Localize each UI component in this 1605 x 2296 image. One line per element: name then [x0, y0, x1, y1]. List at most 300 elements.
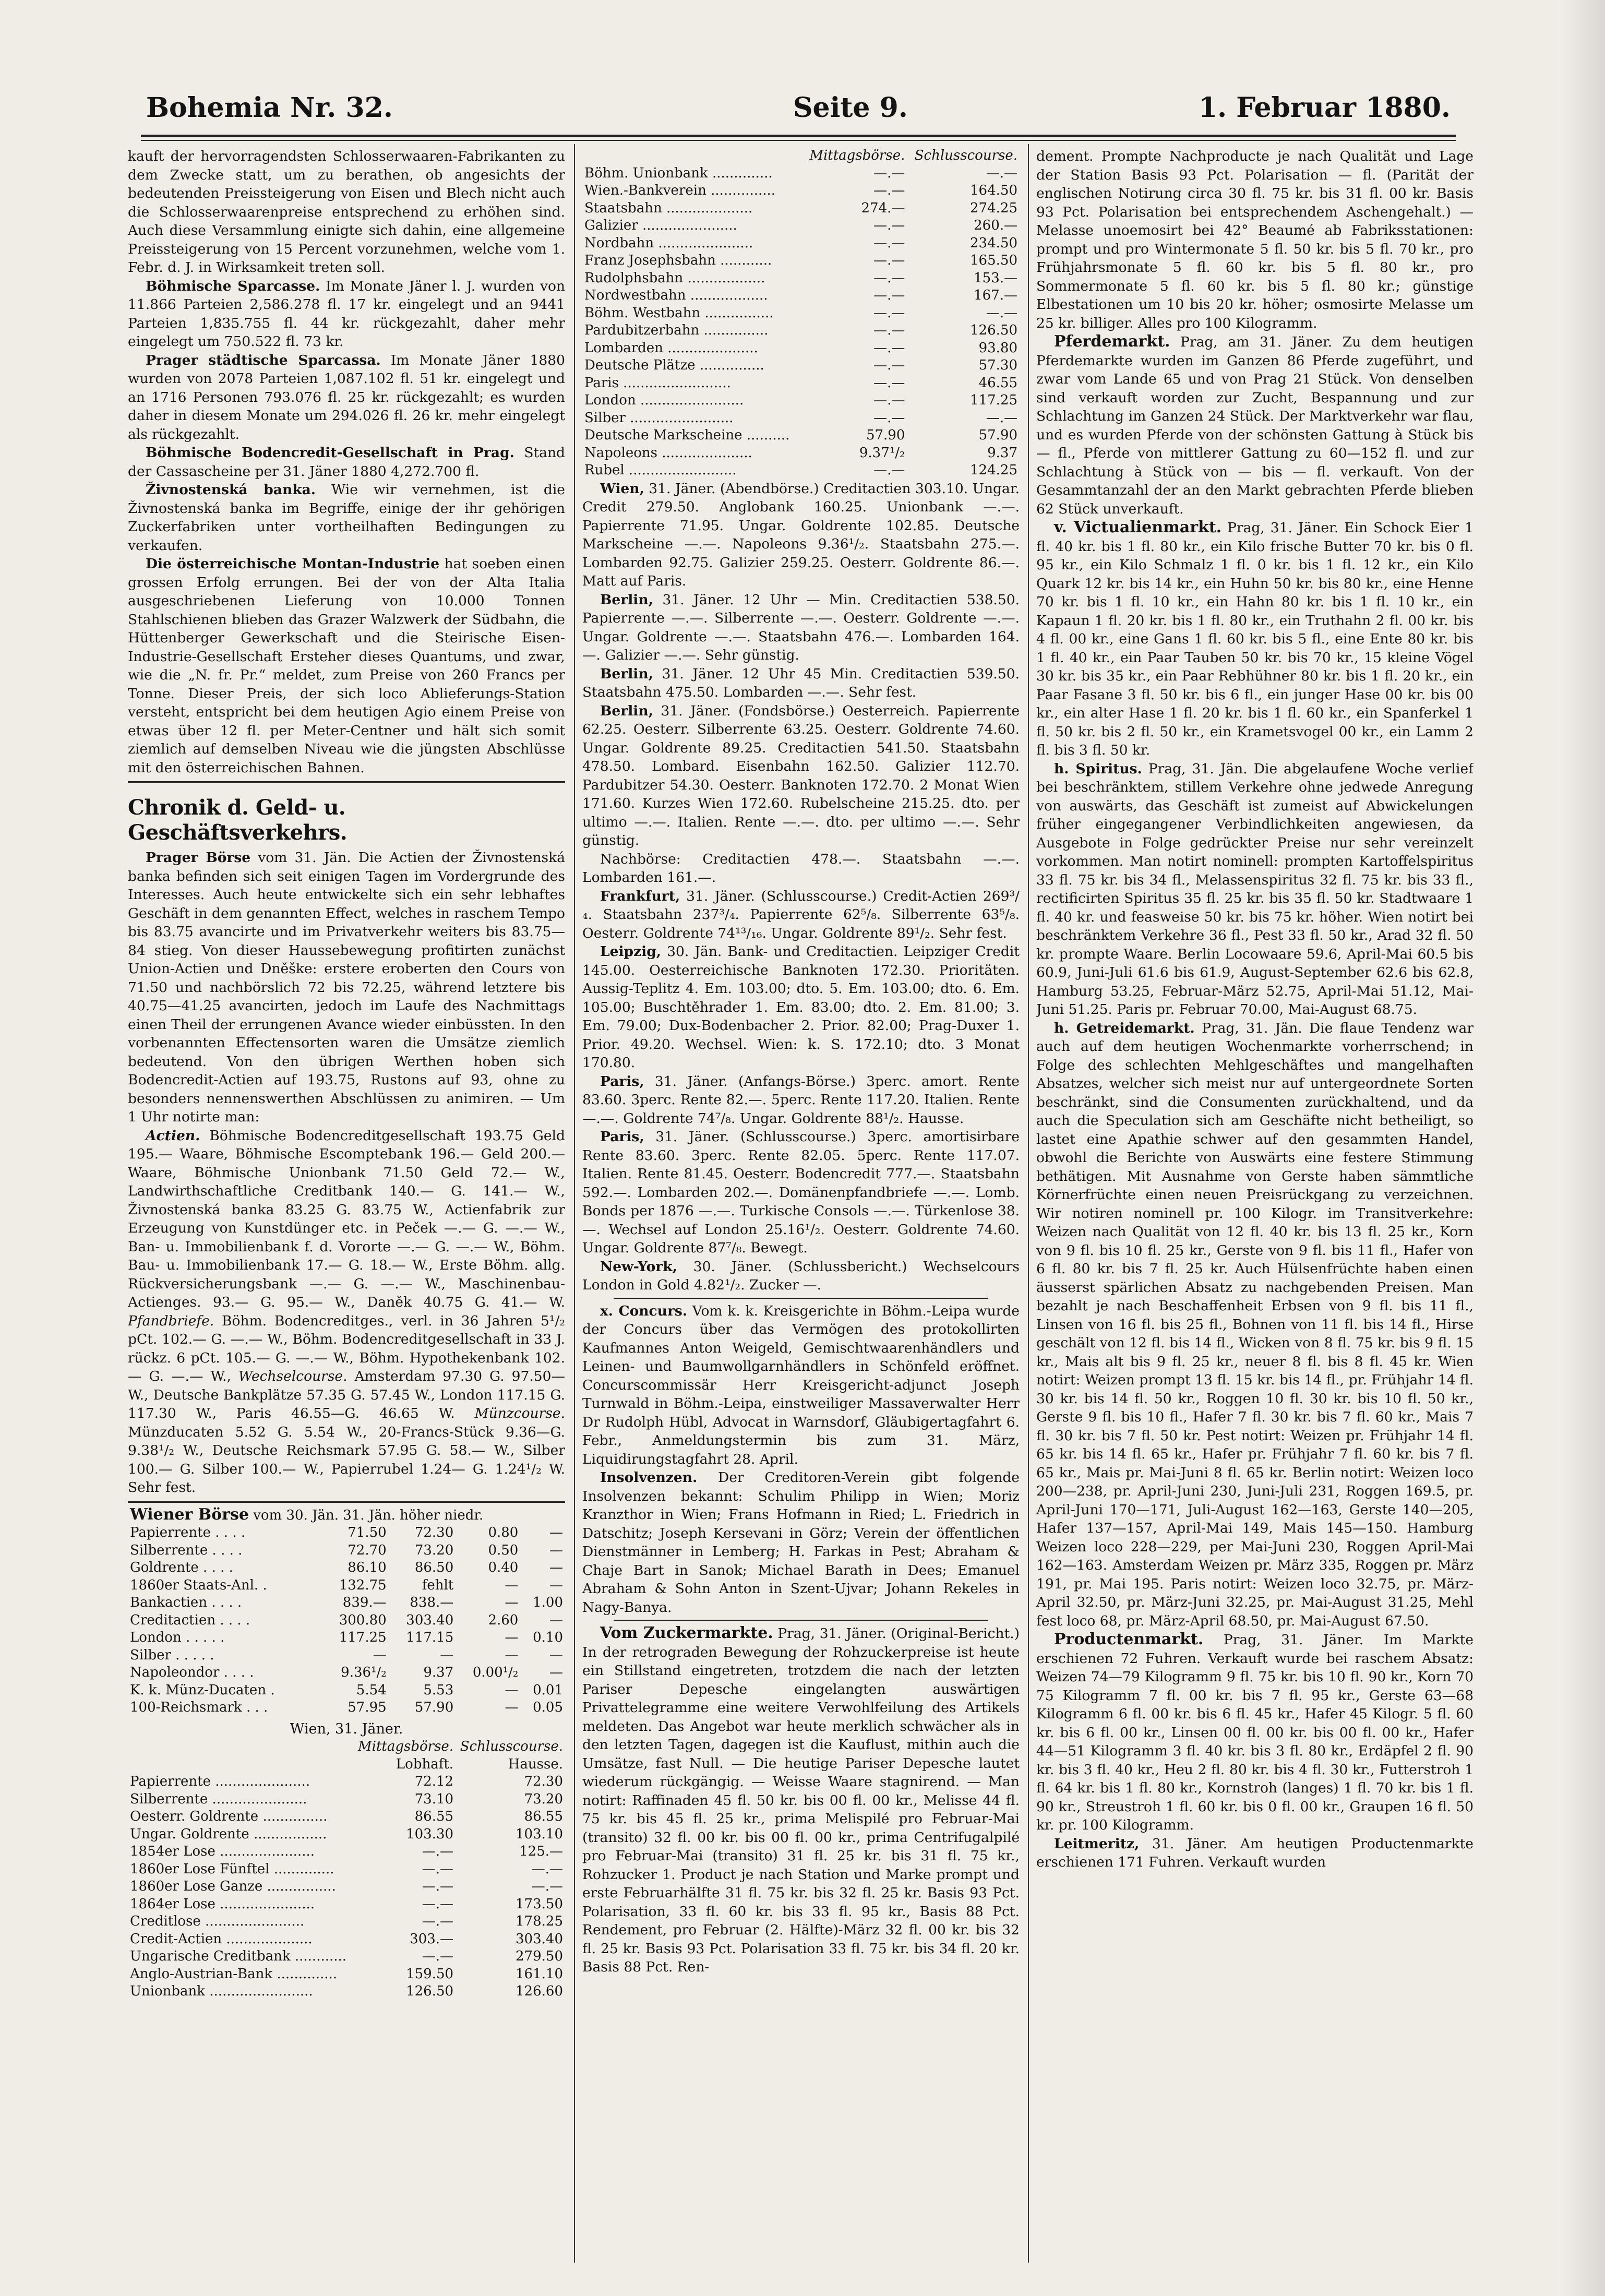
paragraph-paris-1 — [582, 1072, 1020, 1128]
heading-berlin-3: Berlin, — [600, 702, 653, 719]
wiener-boerse-cell: — — [373, 1647, 387, 1663]
wien-course-cell: 86.55 — [414, 1809, 454, 1824]
paragraph-prager-boerse — [128, 848, 565, 1127]
course-cell: Nordwestbahn .................. — [584, 288, 768, 303]
course-cell: Galizier ...................... — [584, 218, 737, 233]
text-paris-2: 31. Jäner. (Schlusscourse.) 3perc. amortisirbare Rente 83.60. 3perc. Rente 82.05. 5perc. Rente 117.07. Italien. Rente 81.45. Oesterr. Bodencredit 777.—. Staatsbahn 592.—. Lombarden 202.—. Domänenpfandbriefe —.—. Lomb. Bonds per 1876 —.—. Turkische Consols —.—. Türkenlose 38.—. Wechsel auf London 25.16¹/₂. Oesterr. Goldrente 74.60. Ungar. Goldrente 87⁷/₈. Bewegt. — [582, 1129, 1020, 1256]
wiener-boerse-row — [128, 1629, 565, 1647]
course-cell: Wien.-Bankverein ............... — [584, 183, 776, 198]
course-cell: 9.37 — [987, 445, 1017, 461]
wiener-boerse-header — [128, 1506, 565, 1525]
wien-course-cell: —.— — [422, 1861, 454, 1877]
wiener-boerse-cell: fehlt — [422, 1577, 454, 1593]
wiener-boerse-cell: 1860er Staats-Anl. . — [130, 1577, 267, 1593]
course-cell: —.— — [986, 305, 1017, 321]
wiener-boerse-cell: Papierrente . . . . — [130, 1525, 246, 1540]
wien-course-cell: Unionbank ........................ — [130, 1983, 313, 1999]
wien-course-cell: 178.25 — [516, 1914, 563, 1929]
heading-prager-sparcassa: Prager städtische Sparcassa. — [146, 352, 381, 368]
text-berlin-1: 31. Jäner. 12 Uhr — Min. Creditactien 538.50. Papierrente —.—. Silberrente —.—. Oesterr. Goldrente —.—. Ungar. Goldrente —.—. Staatsbahn 476.—. Lombarden 164.—. Galizier —.—. Sehr günstig. — [582, 591, 1020, 663]
wiener-boerse-row — [128, 1682, 565, 1700]
header-center: Seite 9. — [793, 92, 908, 124]
heading-pferdemarkt: Pferdemarkt. — [1054, 332, 1170, 351]
wien-course-row — [128, 1791, 565, 1809]
course-cell: —.— — [873, 165, 905, 181]
wien-course-cell: 125.— — [519, 1844, 563, 1859]
paragraph-montan — [128, 555, 565, 777]
course-cell: —.— — [873, 322, 905, 338]
wiener-boerse-cell: — — [505, 1595, 519, 1610]
wien-course-row — [128, 1861, 565, 1879]
course-cell: —.— — [873, 462, 905, 478]
course-row — [582, 462, 1020, 480]
header-left: Bohemia Nr. 32. — [146, 92, 393, 124]
heading-wechselcourse: Wechselcourse. — [238, 1368, 348, 1384]
section-rule-2 — [128, 1501, 565, 1503]
wiener-boerse-cell: 0.05 — [533, 1700, 563, 1715]
wiener-boerse-cell: 5.54 — [356, 1682, 387, 1698]
course-cell: Böhm. Westbahn ................ — [584, 305, 774, 321]
wien-course-cell: 86.55 — [524, 1809, 563, 1824]
course-cell: Deutsche Plätze ............... — [584, 357, 764, 373]
paragraph-berlin-1 — [582, 591, 1020, 665]
wiener-boerse-cell: 117.15 — [406, 1630, 454, 1645]
wiener-boerse-cell: — — [440, 1647, 454, 1663]
wiener-boerse-table — [128, 1506, 565, 1717]
text-concurs: Vom k. k. Kreisgerichte in Böhm.-Leipa wurde der Concurs über das Vermögen des protokollirten Kaufmannes Anton Weigeld, Gemischtwaarenhändlers und Leinen- und Baumwollgarnhändlers in Schönfeld eröffnet. Concurscommissär Herr Kreisgericht-adjunct Joseph Turnwald in Böhm.-Leipa, einstweiliger Massaverwalter Herr Dr Rudolph Hübl, Advocat in Warnsdorf, Gläubigertagfahrt 6. Febr., Anmeldungstermin bis zum 31. März, Liquidirungstagfahrt 28. April. — [582, 1302, 1020, 1467]
wiener-boerse-cell: 86.10 — [348, 1560, 387, 1575]
paragraph-leitmeritz — [1036, 1835, 1474, 1872]
course-cell: 124.25 — [970, 462, 1017, 478]
course-cell: 57.90 — [866, 427, 905, 443]
text-victualienmarkt: Prag, 31. Jäner. Ein Schock Eier 1 fl. 40 kr. bis 1 fl. 80 kr., ein Kilo frische Butter 70 kr. bis 0 fl. 95 kr., ein Kilo Schmalz 1 fl. 0 kr. bis 1 fl. 12 kr., ein Kilo Quark 12 kr. bis 14 kr., ein Huhn 50 kr. bis 80 kr., eine Henne 70 kr. bis 1 fl. 10 kr., ein Hahn 80 kr. bis 1 fl. 10 kr., ein Kapaun 1 fl. 20 kr. bis 1 fl. 80 kr., ein Truthahn 2 fl. 00 kr. bis 4 fl. 00 kr., eine Gans 1 fl. 60 kr. bis 5 fl., eine Ente 80 kr. bis 1 fl. 40 kr., ein Paar Tauben 50 kr. bis 70 kr., 15 kleine Vögel 30 kr. bis 35 kr., ein Paar Rebhühner 80 kr. bis 1 fl. 20 kr., ein Paar Fasane 3 fl. 50 kr. bis 6 fl., ein junger Hase 00 kr. bis 00 kr., ein alter Hase 1 fl. 20 kr. bis 1 fl. 60 kr., ein Spanferkel 1 fl. 50 kr. bis 2 fl. 50 kr., ein Krametsvogel 00 kr., ein Lamm 2 fl. bis 3 fl. 50 kr. — [1036, 520, 1474, 758]
wiener-boerse-cell: — — [505, 1630, 519, 1645]
text-frankfurt: 31. Jäner. (Schlusscourse.) Credit-Actien 269³/₄. Staatsbahn 237³/₄. Papierrente 62⁵/₈. Silberrente 63⁵/₈. Oesterr. Goldrente 74¹³/₁₆. Ungar. Goldrente 89¹/₂. Sehr fest. — [582, 888, 1020, 941]
wiener-boerse-cell: — — [549, 1647, 563, 1663]
text-muenzcourse: Münzducaten 5.52 G. 5.54 W., 20-Francs-Stück 9.36—G. 9.38¹/₂ W., Deutsche Reichsmark 57.95 G. 58.— W., Silber 100.— G. Silber 100.— W., Papierrubel 1.24— G. 1.24¹/₂ W. Sehr fest. — [128, 1424, 565, 1496]
wien-course-cell: 126.50 — [406, 1983, 454, 1999]
course-table — [582, 147, 1020, 480]
wiener-boerse-cell: 132.75 — [339, 1577, 387, 1593]
heading-muenzcourse: Münzcourse. — [474, 1405, 565, 1421]
wiener-boerse-cell: Silber . . . . . — [130, 1647, 214, 1663]
text-sparcasse: Im Monate Jäner l. J. wurden von 11.866 Parteien 2,586.278 fl. 17 kr. eingelegt und an 9441 Parteien 1,835.755 fl. 44 kr. rückgezahlt, daher mehr eingelegt um 750.522 fl. 73 kr. — [128, 278, 565, 350]
heading-zivnostenska: Živnostenská banka. — [146, 482, 316, 498]
course-cell: —.— — [873, 288, 905, 303]
text-new-york: 30. Jäner. (Schlussbericht.) Wechselcours London in Gold 4.82¹/₂. Zucker —. — [582, 1258, 1020, 1293]
course-cell: Napoleons ..................... — [584, 445, 752, 461]
wien-course-cell: —.— — [531, 1879, 563, 1894]
course-row — [582, 217, 1020, 235]
wiener-boerse-row — [128, 1699, 565, 1717]
column-3 — [1036, 147, 1474, 2276]
wien-course-cell: Ungar. Goldrente ................. — [130, 1826, 327, 1842]
course-row — [582, 410, 1020, 427]
wiener-boerse-cell: 300.80 — [339, 1612, 387, 1628]
course-cell: —.— — [986, 410, 1017, 426]
wiener-boerse-cell: 5.53 — [423, 1682, 454, 1698]
wien-course-cell: 72.12 — [414, 1774, 454, 1789]
wiener-boerse-cell: — — [549, 1612, 563, 1628]
wien-course-cell: 103.10 — [516, 1826, 563, 1842]
wien-title: Wien, 31. Jäner. — [290, 1720, 403, 1737]
wien-course-cell: Creditlose ....................... — [130, 1914, 305, 1929]
wiener-boerse-cell: 57.90 — [414, 1700, 454, 1715]
wien-course-cell: 72.30 — [524, 1774, 563, 1789]
section-rule-4 — [614, 1620, 988, 1621]
heading-spiritus: h. Spiritus. — [1054, 760, 1142, 777]
paragraph-zucker-cont: dement. Prompte Nachproducte je nach Qualität und Lage der Station Basis 93 Pct. Polarisation — fl. (Parität der englischen Notirung circa 30 fl. 75 kr. bis 31 fl. 00 kr. Basis 93 Pct. Polarisation bei entsprechendem Aschengehalt.) — Melasse unoemosirt bei 42° Beaumé ab Fabriksstationen: prompt und pro Wintermonate 5 fl. 50 kr. bis 5 fl. 70 kr., pro Frühjahrsmonate 5 fl. 60 kr. bis 5 fl. 80 kr., pro Sommermonate 5 fl. 60 kr. bis 5 fl. 80 kr.; günstige Elbestationen um 10 bis 20 kr. höher; osmosirte Melasse um 25 kr. billiger. Alles pro 100 Kilogramm. — [1036, 148, 1474, 331]
wien-course-cell: —.— — [422, 1948, 454, 1964]
paragraph-pferdemarkt — [1036, 332, 1474, 518]
wiener-boerse-cell: 0.00¹/₂ — [472, 1665, 519, 1680]
wiener-boerse-cell: 73.20 — [414, 1542, 454, 1558]
wien-course-row — [128, 1808, 565, 1826]
wiener-boerse-cell: 71.50 — [348, 1525, 387, 1540]
course-cell: —.— — [873, 235, 905, 251]
section-rule — [128, 781, 565, 783]
text-bodencredit: Stand der Cassascheine per 31. Jäner 1880 4,272.700 fl. — [128, 445, 565, 480]
paragraph-leipzig — [582, 942, 1020, 1072]
paragraph-prager-sparcassa — [128, 351, 565, 444]
wiener-boerse-cell: — — [549, 1665, 563, 1680]
course-row — [582, 305, 1020, 322]
wien-course-cell: 73.20 — [524, 1791, 563, 1807]
course-cell: 57.90 — [978, 427, 1017, 443]
running-head — [125, 88, 1461, 135]
wien-course-cell: Credit-Actien .................... — [130, 1931, 313, 1947]
text-productenmarkt: Prag, 31. Jäner. Im Markte erschienen 72 Fuhren. Verkauft wurde bei raschem Absatz: Weizen 74—79 Kilogramm 9 fl. 75 kr. bis 10 fl. 90 kr., Korn 70 75 Kilogramm 7 fl. 00 kr. bis 7 fl. 95 kr., Gerste 63—68 Kilogramm 6 fl. 00 kr. bis 6 fl. 45 kr., Hafer 45 Kilogr. 5 fl. 60 kr. bis 6 fl. 00 kr., Linsen 00 fl. 00 kr. bis 00 fl. 00 kr., Hafer 44—51 Kilogramm 3 fl. 40 kr. bis 3 fl. 80 kr., Erdäpfel 2 fl. 90 kr. bis 3 fl. 40 kr., Heu 2 fl. 80 kr. bis 4 fl. 30 kr., Futterstroh 1 fl. 64 kr. bis 1 fl. 80 kr., Kornstroh (langes) 1 fl. 70 kr. bis 1 fl. 90 kr., Streustroh 1 fl. 60 kr. bis 0 fl. 00 kr., Graupen 16 fl. 50 kr. pr. 100 Kilogramm. — [1036, 1632, 1474, 1833]
wien-course-row — [128, 1878, 565, 1896]
wiener-boerse-cell: 0.10 — [533, 1630, 563, 1645]
wiener-boerse-row — [128, 1612, 565, 1630]
wiener-boerse-cell: — — [549, 1525, 563, 1540]
wien-course-cell: —.— — [422, 1914, 454, 1929]
wiener-boerse-cell: — — [505, 1647, 519, 1663]
course-cell: —.— — [873, 183, 905, 198]
heading-victualienmarkt: v. Victualienmarkt. — [1054, 518, 1222, 536]
wien-course-row — [128, 1966, 565, 1983]
course-row — [582, 235, 1020, 253]
paragraph-berlin-3 — [582, 702, 1020, 850]
paragraph-frankfurt — [582, 887, 1020, 943]
wien-course-cell: 303.— — [410, 1931, 454, 1947]
wiener-boerse-row — [128, 1647, 565, 1665]
course-cell: Nordbahn ...................... — [584, 235, 753, 251]
heading-productenmarkt: Productenmarkt. — [1054, 1630, 1204, 1648]
course-cell: 117.25 — [970, 392, 1017, 408]
wien-table-header — [128, 1738, 565, 1756]
wien-course-cell: 161.10 — [516, 1966, 563, 1982]
text-paris-1: 31. Jäner. (Anfangs-Börse.) 3perc. amort. Rente 83.60. 3perc. Rente 82.—. 5perc. Rente 117.20. Italien. Rente —.—. Goldrente 74⁷/₈. Ungar. Goldrente 88¹/₂. Hausse. — [582, 1073, 1020, 1127]
header-rule-thin — [141, 140, 1456, 141]
text-pferdemarkt: Prag, am 31. Jäner. Zu dem heutigen Pferdemarkte wurden im Ganzen 86 Pferde zugeführt, und zwar vom Lande 65 und von Prag 21 Stück. Von denselben sind verkauft worden zur Zucht, Bespannung und zur Schlachtung im Ganzen 24 Stück. Der Marktverkehr war flau, und es wurden Pferde von der schönsten Gattung à Stück bis — fl., Pferde von mittlerer Gattung zu 60—152 fl. und zur Schlachtung à Stück von — bis — fl. verkauft. Von der Gesammtanzahl der an den Markt gebrachten Pferde blieben 62 Stück unverkauft. — [1036, 334, 1474, 517]
course-row — [582, 322, 1020, 340]
wiener-boerse-cell: 0.01 — [533, 1682, 563, 1698]
text-wien-abend: 31. Jäner. (Abendbörse.) Creditactien 303.10. Ungar. Credit 279.50. Anglobank 160.25. Unionbank —.—. Papierrente 71.95. Ungar. Goldrente 102.85. Deutsche Markscheine —.—. Napoleons 9.36¹/₂. Staatsbahn 275.—. Lombarden 92.75. Galizier 259.25. Oesterr. Goldrente 86.—. Matt auf Paris. — [582, 480, 1020, 589]
paragraph-sparcasse — [128, 277, 565, 351]
paragraph-bodencredit — [128, 444, 565, 481]
text-pfandbriefe: Böhm. Bodencreditges., verl. in 36 Jahren 5¹/₂ pCt. 102.— G. —.— W., Böhm. Bodencreditgesellschaft in 33 J. rückz. 6 pCt. 105.— G. —.— W., Böhm. Hypothekenbank 102.— G. —.— W., — [128, 1312, 565, 1384]
wiener-boerse-cell: — — [505, 1700, 519, 1715]
wiener-boerse-cell: — — [549, 1577, 563, 1593]
course-cell: Rubel ......................... — [584, 462, 737, 478]
wien-table — [128, 1738, 565, 2001]
paragraph-new-york — [582, 1258, 1020, 1295]
course-cell: —.— — [873, 218, 905, 233]
heading-paris-1: Paris, — [600, 1073, 644, 1090]
heading-montan: Die österreichische Montan-Industrie — [146, 556, 440, 572]
course-row — [582, 340, 1020, 357]
course-cell: 164.50 — [970, 183, 1017, 198]
course-cell: —.— — [873, 392, 905, 408]
text-leitmeritz: 31. Jäner. Am heutigen Productenmarkte erschienen 171 Fuhren. Verkauft wurden — [1036, 1835, 1474, 1870]
heading-berlin-2: Berlin, — [600, 665, 653, 682]
wien-course-cell: 1854er Lose ...................... — [130, 1844, 315, 1859]
text-actien: Böhmische Bodencreditgesellschaft 193.75 Geld 195.— Waare, Böhmische Escomptebank 196.— Geld 200.— Waare, Böhmische Unionbank 71.50 Geld 72.— W., Landwirthschaftliche Creditbank 140.— G. 141.— W., Živnostenská banka 83.25 G. 83.75 W., Actienfabrik zur Erzeugung von Kunstdünger etc. in Peček —.— G. —.— W., Ban- u. Immobilienbank f. d. Vororte —.— G. —.— W., Böhm. Bau- u. Immobilienbank 17.— G. 18.— W., Erste Böhm. allg. Rückversicherungsbank —.— G. —.— W., Maschinenbau-Actienges. 93.— G. 95.— W., Daněk 40.75 G. 41.— W. — [128, 1127, 565, 1310]
heading-getreidemarkt: h. Getreidemarkt. — [1054, 1020, 1195, 1036]
wiener-boerse-cell: 72.30 — [414, 1525, 454, 1540]
paragraph-paris-2 — [582, 1128, 1020, 1258]
course-cell: 46.55 — [978, 375, 1017, 391]
heading-actien: Actien. — [146, 1127, 200, 1144]
wiener-boerse-cell: 117.25 — [339, 1630, 387, 1645]
wiener-boerse-cell: 57.95 — [348, 1700, 387, 1715]
wien-col-schluss: Schlusscourse. — [460, 1739, 563, 1754]
wien-course-cell: —.— — [422, 1879, 454, 1894]
course-table-body — [582, 165, 1020, 480]
course-cell: 126.50 — [970, 322, 1017, 338]
wien-course-cell: 1860er Lose Fünftel .............. — [130, 1861, 334, 1877]
paragraph-nachboerse: Nachbörse: Creditactien 478.—. Staatsbahn —.—. Lombarden 161.—. — [582, 851, 1020, 886]
course-row — [582, 287, 1020, 305]
course-cell: London ........................ — [584, 392, 744, 408]
wien-course-cell: 303.40 — [516, 1931, 563, 1947]
heading-leitmeritz: Leitmeritz, — [1054, 1835, 1140, 1852]
wiener-boerse-cell: — — [549, 1542, 563, 1558]
column-2 — [582, 147, 1020, 2276]
column-divider-1 — [574, 144, 575, 2263]
wien-course-cell: 173.50 — [516, 1896, 563, 1912]
wiener-boerse-cell: 303.40 — [406, 1612, 454, 1628]
course-cell: Staatsbahn .................... — [584, 200, 753, 216]
course-cell: 274.25 — [970, 200, 1017, 216]
wiener-boerse-cell: 839.— — [342, 1595, 387, 1610]
chronik-title: Chronik d. Geld- u. Geschäftsverkehrs. — [128, 795, 348, 845]
paragraph-actien — [128, 1127, 565, 1497]
course-cell: 165.50 — [970, 253, 1017, 268]
course-cell: —.— — [873, 305, 905, 321]
course-row — [582, 357, 1020, 375]
wiener-boerse-cell: — — [505, 1682, 519, 1698]
header-rule — [141, 135, 1456, 137]
course-cell: 9.37¹/₂ — [859, 445, 905, 461]
heading-prager-boerse: Prager Börse — [146, 850, 251, 866]
course-cell: —.— — [986, 165, 1017, 181]
wiener-boerse-cell: 838.— — [410, 1595, 454, 1610]
paragraph-getreidemarkt — [1036, 1019, 1474, 1631]
heading-berlin-1: Berlin, — [600, 591, 653, 608]
wiener-boerse-row — [128, 1594, 565, 1612]
course-cell: —.— — [873, 410, 905, 426]
course-cell: 234.50 — [970, 235, 1017, 251]
wiener-boerse-cell: 0.50 — [488, 1542, 519, 1558]
page-edge-shadow — [1558, 0, 1605, 2296]
text-leipzig: 30. Jän. Bank- und Creditactien. Leipziger Credit 145.00. Oesterreichische Banknoten 172.30. Prioritäten. Aussig-Teplitz 4. Em. 103.00; dto. 5. Em. 103.00; dto. 6. Em. 105.00; Buschtěhrader 1. Em. 83.00; dto. 2. Em. 81.00; 3. Em. 79.00; Dux-Bodenbacher 2. Prior. 82.00; Prag-Duxer 1. Prior. 49.20. Wechsel. Wien: k. S. 172.10; dto. 3 Monat 170.80. — [582, 943, 1020, 1071]
paragraph-concurs — [582, 1302, 1020, 1469]
course-cell: 167.— — [974, 288, 1017, 303]
wiener-boerse-title: Wiener Börse — [130, 1505, 249, 1524]
course-row — [582, 427, 1020, 445]
heading-pfandbriefe: Pfandbriefe. — [128, 1312, 214, 1329]
heading-wien-abend: Wien, — [600, 480, 644, 497]
wien-table-subheader — [128, 1756, 565, 1774]
wiener-boerse-subheader: vom 30. Jän. 31. Jän. höher niedr. — [253, 1507, 484, 1523]
heading-zuckermarkt: Vom Zuckermarkte. — [600, 1624, 773, 1642]
wiener-boerse-cell: — — [505, 1577, 519, 1593]
wien-course-cell: —.— — [422, 1896, 454, 1912]
wiener-boerse-cell: London . . . . . — [130, 1630, 225, 1645]
paragraph-berlin-2 — [582, 665, 1020, 702]
wiener-boerse-cell: 0.40 — [488, 1560, 519, 1575]
heading-leipzig: Leipzig, — [600, 943, 661, 960]
wien-course-cell: Silberrente ...................... — [130, 1791, 307, 1807]
wiener-boerse-cell: Bankactien . . . . — [130, 1595, 242, 1610]
text-prager-boerse: vom 31. Jän. Die Actien der Živnostenská banka befinden sich seit einigen Tagen im Vordergrunde des Interesses. Auch heute entwickelte sich ein sehr lebhaftes Geschäft in dem genannten Effect, welches in raschem Tempo bis 83.75 avancirte und im Privatverkehr weiters bis 83.75—84 stieg. Von dieser Haussebewegung profitirten zunächst Union-Actien und Dněške: erstere eroberten den Cours von 71.50 und nachbörslich 72 bis 72.25, während letztere bis 40.75—41.25 avancirten, jedoch im Laufe des Nachmittags einen Theil der errungenen Avance wieder einbüssten. In den vorbenannten Effectensorten waren die Umsätze ziemlich bedeutend. Von den übrigen Werthen hoben sich Bodencredit-Actien auf 193.75, Rustons auf 93, ohne zu besonders nennenswerthen Abschlüssen zu animiren. — Um 1 Uhr notirte man: — [128, 850, 565, 1125]
course-cell: —.— — [873, 270, 905, 286]
text-wechselcourse: Amsterdam 97.30 G. 97.50— W., Deutsche Bankplätze 57.35 G. 57.45 W., London 117.15 G. 117.30 W., Paris 46.55—G. 46.65 W. — [128, 1368, 565, 1421]
text-insolvenzen: Der Creditoren-Verein gibt folgende Insolvenzen bekannt: Schulim Philipp in Wien; Moriz Kranzthor in Wien; Frans Hofmann in Ried; L. Friedrich in Datschitz; Joseph Kersevani in Görz; Verein der öffentlichen Dienstmänner in Lemberg; H. Farkas in Pest; Abraham & Chaje Bart in Sanok; Michael Barath in Dees; Emanuel Abraham & Sohn Anton in Szent-Ujvar; Johann Rekeles in Nagy-Banya. — [582, 1469, 1020, 1616]
course-cell: Deutsche Markscheine .......... — [584, 427, 790, 443]
wiener-boerse-row — [128, 1577, 565, 1595]
wiener-boerse-cell: Goldrente . . . . — [130, 1560, 233, 1575]
wiener-boerse-cell: Napoleondor . . . . — [130, 1665, 254, 1680]
wiener-boerse-cell: 86.50 — [414, 1560, 454, 1575]
text-getreidemarkt: Prag, 31. Jän. Die flaue Tendenz war auch auf dem heutigen Wochenmarkte vorherrschend; in Folge des schlechten Mehlgeschäftes und mangelhaften Absatzes, welcher sich meist nur auf untergeordnete Sorten beschränkt, sind die Consumenten zurückhaltend, und da auch die Speculation sich am Geschäfte nicht betheiligt, so lastet eine Apathie schwer auf den gesammten Handel, obwohl die Berichte von Auswärts eine festere Stimmung bethätigen. Mit Ausnahme von Gerste haben sämmtliche Körnerfrüchte einen neuen Preisrückgang zu verzeichnen. Wir notiren nominell pr. 100 Kilogr. im Transitverkehre: Weizen nach Qualität von 12 fl. 40 kr. bis 13 fl. 25 kr., Korn von 9 fl. bis 10 fl. 25 kr., Gerste von 9 fl. bis 11 fl., Hafer von 6 fl. 80 kr. bis 7 fl. 25 kr. Auch Hülsenfrüchte haben einen äusserst spärlichen Absatz zu nachgebenden Preisen. Man bezahlt je nach Beschaffenheit Erbsen von 9 fl. bis 11 fl., Linsen von 16 fl. bis 25 fl., Bohnen von 11 fl. bis 14 fl., Hirse geschält von 12 fl. bis 14 fl., Wicken von 8 fl. 75 kr. bis 9 fl. 15 kr., Mais alt bis 9 fl. 25 kr., neuer 8 fl. bis 8 fl. 45 kr. Wien notirt: Weizen prompt 13 fl. 15 kr. bis 14 fl., pr. Frühjahr 14 fl. 30 kr. bis 14 fl. 50 kr., Roggen 10 fl. 30 kr. bis 10 fl. 50 kr., Gerste 9 fl. bis 10 fl., Hafer 7 fl. 30 kr. bis 7 fl. 60 kr., Mais 7 fl. 30 kr. bis 7 fl. 50 kr. Pest notirt: Weizen pr. Frühjahr 14 fl. 65 kr. bis 14 fl. 65 kr., Hafer pr. Frühjahr 7 fl. 60 kr. bis 7 fl. 65 kr., Mais pr. Mai-Juni 8 fl. 65 kr. Berlin notirt: Weizen loco 200—238, pr. April-Juni 230, Juni-Juli 231, Roggen 169.5, pr. April-Juni 170—171, Juli-August 162—163, Gerste 140—205, Hafer 137—157, April-Mai 149, Mais 145—150. Hamburg Weizen loco 228—229, per Mai-Juni 230, Roggen April-Mai 162—163. Amsterdam Weizen pr. März 335, Roggen pr. März 191, pr. Mai 195. Paris notirt: Weizen loco 32.75, pr. März-April 32.50, pr. März-Juni 32.25, pr. Mai-August 31.25, Mehl fest loco 68, pr. März-April 68.50, pr. Mai-August 67.50. — [1036, 1020, 1474, 1629]
course-cell: —.— — [873, 375, 905, 391]
course-row — [582, 182, 1020, 200]
wiener-boerse-row — [128, 1664, 565, 1682]
course-row — [582, 165, 1020, 183]
wien-col-hausse: Hausse. — [508, 1756, 563, 1772]
course-row — [582, 200, 1020, 218]
wiener-boerse-cell: 1.00 — [533, 1595, 563, 1610]
course-cell: Franz Josephsbahn ............ — [584, 253, 772, 268]
course-cell: Silber ........................ — [584, 410, 734, 426]
section-rule-3 — [614, 1298, 988, 1299]
wien-course-cell: 159.50 — [406, 1966, 454, 1982]
wien-course-row — [128, 1983, 565, 2001]
wiener-boerse-row — [128, 1524, 565, 1542]
heading-insolvenzen: Insolvenzen. — [600, 1469, 698, 1486]
wien-course-cell: Ungarische Creditbank ............ — [130, 1948, 347, 1964]
course-row — [582, 375, 1020, 392]
course-cell: —.— — [873, 253, 905, 268]
wiener-boerse-body — [128, 1524, 565, 1717]
wien-course-cell: —.— — [531, 1861, 563, 1877]
course-cell: 274.— — [861, 200, 905, 216]
paragraph-insolvenzen — [582, 1468, 1020, 1617]
course-row — [582, 252, 1020, 270]
course-cell: 93.80 — [978, 340, 1017, 356]
column-1 — [128, 147, 565, 2276]
wien-course-cell: 126.60 — [516, 1983, 563, 1999]
course-cell: Lombarden ..................... — [584, 340, 758, 356]
wien-course-row — [128, 1773, 565, 1791]
course-col-schluss: Schlusscourse. — [914, 148, 1017, 163]
heading-frankfurt: Frankfurt, — [600, 888, 680, 904]
course-cell: Paris ......................... — [584, 375, 731, 391]
wiener-boerse-row — [128, 1542, 565, 1560]
wien-col-lobhaft: Lobhaft. — [396, 1756, 454, 1772]
course-row — [582, 392, 1020, 410]
paragraph-schlosser: kauft der hervorragendsten Schlosserwaaren-Fabrikanten zu dem Zwecke statt, um zu berathen, ob angesichts der bedeutenden Preissteigerung von Eisen und Blech nicht auch die Schlosserwaarenpreise entsprechend zu erhöhen sind. Auch diese Versammlung einigte sich dahin, eine allgemeine Preissteigerung von 15 Percent vorzunehmen, welche vom 1. Febr. d. J. in Wirksamkeit treten soll. — [128, 148, 565, 276]
text-spiritus: Prag, 31. Jän. Die abgelaufene Woche verlief bei beschränktem, stillem Verkehre ohne jedwede Anregung von auswärts, das Geschäft ist zumeist auf Abwickelungen früher eingegangener Verbindlichkeiten angewiesen, da Ausgebote in Folge gedrückter Preise nur sehr vereinzelt vorkommen. Man notirt nominell: prompten Kartoffelspiritus 33 fl. 75 kr. bis 34 fl., Melassenspiritus 32 fl. 75 kr. bis 33 fl., rectificirten Spiritus 35 fl. 25 kr. bis 35 fl. 50 kr. Stadtwaare 1 fl. 40 kr. und feasweise 50 kr. bis 75 kr. höher. Wien notirt bei beschränktem Verkehre 36 fl., Pest 33 fl. 50 kr., Arad 32 fl. 50 kr. prompte Waare. Berlin Locowaare 59.6, April-Mai 60.5 bis 60.9, Juni-Juli 61.6 bis 61.9, August-September 62.6 bis 62.8, Hamburg 53.25, Februar-März 52.75, April-Mai 51.12, Mai-Juni 51.25. Paris pr. Februar 70.00, Mai-August 68.75. — [1036, 760, 1474, 1018]
course-cell: Pardubitzerbahn ............... — [584, 322, 769, 338]
wien-course-row — [128, 1948, 565, 1966]
course-cell: 260.— — [974, 218, 1017, 233]
wien-table-body — [128, 1773, 565, 2001]
heading-sparcasse: Böhmische Sparcasse. — [146, 278, 320, 294]
course-cell: Rudolphsbahn .................. — [584, 270, 765, 286]
course-cell: 153.— — [974, 270, 1017, 286]
course-cell: —.— — [873, 340, 905, 356]
wien-course-row — [128, 1913, 565, 1931]
wiener-boerse-cell: 9.36¹/₂ — [341, 1665, 387, 1680]
heading-bodencredit: Böhmische Bodencredit-Gesellschaft in Prag. — [146, 445, 514, 461]
paragraph-spiritus — [1036, 760, 1474, 1019]
paragraph-wien-abend — [582, 480, 1020, 591]
wien-course-cell: 279.50 — [516, 1948, 563, 1964]
text-prager-sparcassa: Im Monate Jäner 1880 wurden von 2078 Parteien 1,087.102 fl. 51 kr. eingelegt und an 1716 Personen 793.076 fl. 25 kr. rückgezahlt; es wurden daher in diesem Monate um 294.026 fl. 26 kr. mehr eingelegt als rückgezahlt. — [128, 352, 565, 443]
header-right: 1. Februar 1880. — [1198, 92, 1451, 124]
wien-course-cell: Oesterr. Goldrente ............... — [130, 1809, 328, 1824]
wien-course-row — [128, 1843, 565, 1861]
course-cell: —.— — [873, 357, 905, 373]
heading-new-york: New-York, — [600, 1258, 677, 1275]
wien-course-row — [128, 1826, 565, 1844]
heading-concurs: x. Concurs. — [600, 1302, 688, 1319]
text-montan: hat soeben einen grossen Erfolg errungen. Bei der von der Alta Italia ausgeschriebenen Lieferung von 10.000 Tonnen Stahlschienen blieben das Grazer Walzwerk der Südbahn, die Hüttenberger Gewerkschaft und die Steirische Eisen-Industrie-Gesellschaft Ersteher dieses Quantums, und zwar, wie die „N. fr. Pr.“ meldet, zum Preise von 260 Francs per Tonne. Dieser Preis, der sich loco Ablieferungs-Station versteht, entspricht bei dem heutigen Agio einem Preise von etwas über 12 fl. per Meter-Centner und hält sich somit ziemlich auf demselben Niveau wie die jüngsten Abschlüsse mit den österreichischen Bahnen. — [128, 556, 565, 776]
column-divider-2 — [1028, 144, 1029, 2263]
wiener-boerse-cell: 2.60 — [488, 1612, 519, 1628]
wien-course-cell: —.— — [422, 1844, 454, 1859]
text-berlin-3: 31. Jäner. (Fondsbörse.) Oesterreich. Papierrente 62.25. Oesterr. Silberrente 63.25. Oesterr. Goldrente 74.60. Ungar. Goldrente 89.25. Creditactien 541.50. Staatsbahn 478.50. Lombard. Eisenbahn 162.50. Galizier 112.70. Pardubitzer 54.30. Oesterr. Banknoten 172.70. 2 Monat Wien 171.60. Kurzes Wien 172.60. Rubelscheine 215.25. dto. per ultimo —.—. Italien. Rente —.—. dto. per ultimo —.—. Sehr günstig. — [582, 702, 1020, 848]
course-cell: 57.30 — [978, 357, 1017, 373]
paragraph-zivnostenska — [128, 481, 565, 555]
course-row — [582, 270, 1020, 288]
course-col-mittag: Mittagsbörse. — [809, 148, 905, 163]
wien-course-cell: Anglo-Austrian-Bank .............. — [130, 1966, 338, 1982]
course-cell: Böhm. Unionbank .............. — [584, 165, 773, 181]
paragraph-zuckermarkt — [582, 1624, 1020, 1977]
wien-course-cell: 103.30 — [406, 1826, 454, 1842]
wiener-boerse-cell: — — [549, 1560, 563, 1575]
wiener-boerse-cell: 72.70 — [348, 1542, 387, 1558]
wien-course-cell: 73.10 — [414, 1791, 454, 1807]
wien-course-cell: 1860er Lose Ganze ................ — [130, 1879, 336, 1894]
text-berlin-2: 31. Jäner. 12 Uhr 45 Min. Creditactien 539.50. Staatsbahn 475.50. Lombarden —.—. Sehr fest. — [582, 665, 1020, 700]
paragraph-productenmarkt — [1036, 1630, 1474, 1835]
wiener-boerse-cell: 100-Reichsmark . . . — [130, 1700, 268, 1715]
wien-col-mittag: Mittagsbörse. — [358, 1739, 454, 1754]
wiener-boerse-cell: 9.37 — [423, 1665, 454, 1680]
wien-course-cell: Papierrente ...................... — [130, 1774, 310, 1789]
wiener-boerse-cell: K. k. Münz-Ducaten . — [130, 1682, 275, 1698]
course-table-header — [582, 147, 1020, 165]
wien-course-cell: 1864er Lose ...................... — [130, 1896, 315, 1912]
course-row — [582, 445, 1020, 462]
